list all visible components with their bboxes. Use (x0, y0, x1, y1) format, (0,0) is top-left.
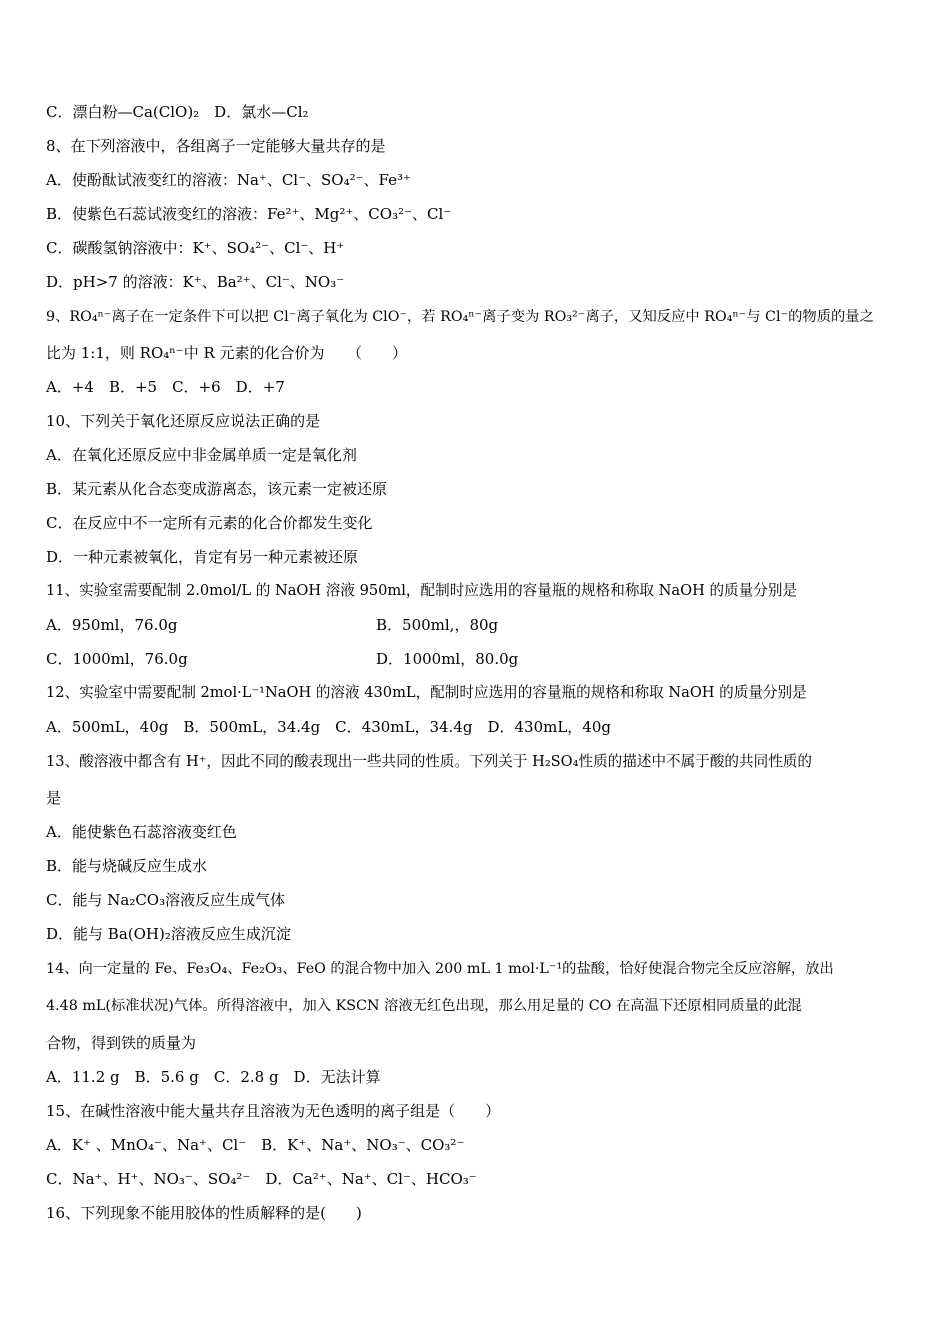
question-13-line-1: 13、酸溶液中都含有 H⁺，因此不同的酸表现出一些共同的性质。下列关于 H₂SO₄性质的描述中不属于酸的共同性质的 (46, 753, 812, 770)
option-line: C．1000ml，76.0g (46, 650, 188, 668)
option-line: D．能与 Ba(OH)₂溶液反应生成沉淀 (46, 925, 291, 943)
option-line: C．Na⁺、H⁺、NO₃⁻、SO₄²⁻ D．Ca²⁺、Na⁺、Cl⁻、HCO₃⁻ (46, 1170, 477, 1188)
question-14-line-3: 合物，得到铁的质量为 (46, 1034, 197, 1052)
option-line: A．950ml，76.0g (46, 616, 178, 634)
option-line: A．+4 B．+5 C．+6 D．+7 (46, 378, 285, 396)
question-10: 10、下列关于氧化还原反应说法正确的是 (46, 412, 321, 430)
option-line: D．一种元素被氧化，肯定有另一种元素被还原 (46, 548, 359, 566)
option-line: C．碳酸氢钠溶液中：K⁺、SO₄²⁻、Cl⁻、H⁺ (46, 239, 345, 257)
question-14-line-2: 4.48 mL(标准状况)气体。所得溶液中，加入 KSCN 溶液无红色出现，那么用足量的 CO 在高温下还原相同质量的此混 (46, 998, 802, 1014)
option-line: B．500ml,，80g (376, 616, 499, 634)
option-line: A．能使紫色石蕊溶液变红色 (46, 823, 237, 841)
option-line: B．使紫色石蕊试液变红的溶液：Fe²⁺、Mg²⁺、CO₃²⁻、Cl⁻ (46, 205, 452, 223)
question-12: 12、实验室中需要配制 2mol·L⁻¹NaOH 的溶液 430mL，配制时应选用的容量瓶的规格和称取 NaOH 的质量分别是 (46, 684, 807, 701)
question-16: 16、下列现象不能用胶体的性质解释的是( ) (46, 1204, 362, 1222)
option-line: A．K⁺ 、MnO₄⁻、Na⁺、Cl⁻ B．K⁺、Na⁺、NO₃⁻、CO₃²⁻ (46, 1136, 465, 1154)
option-line: A．在氧化还原反应中非金属单质一定是氧化剂 (46, 446, 357, 464)
option-line: C．能与 Na₂CO₃溶液反应生成气体 (46, 891, 286, 909)
option-line: A．使酚酞试液变红的溶液：Na⁺、Cl⁻、SO₄²⁻、Fe³⁺ (46, 171, 411, 189)
question-9-line-2: 比为 1:1，则 RO₄ⁿ⁻中 R 元素的化合价为 （ ） (46, 344, 408, 362)
option-line: C．在反应中不一定所有元素的化合价都发生变化 (46, 514, 373, 532)
question-9-line-1: 9、RO₄ⁿ⁻离子在一定条件下可以把 Cl⁻离子氧化为 ClO⁻，若 RO₄ⁿ⁻离子变为 RO₃²⁻离子，又知反应中 RO₄ⁿ⁻与 Cl⁻的物质的量之 (46, 309, 874, 325)
question-14-line-1: 14、向一定量的 Fe、Fe₃O₄、Fe₂O₃、FeO 的混合物中加入 200 mL 1 mol·L⁻¹的盐酸，恰好使混合物完全反应溶解，放出 (46, 961, 834, 977)
question-13-line-2: 是 (46, 789, 62, 807)
question-8: 8、在下列溶液中，各组离子一定能够大量共存的是 (46, 137, 386, 155)
option-line: A．500mL，40g B．500mL，34.4g C．430mL，34.4g D．430mL，40g (46, 718, 611, 736)
option-line: B．某元素从化合态变成游离态，该元素一定被还原 (46, 480, 388, 498)
option-line: D．1000ml，80.0g (376, 650, 519, 668)
option-line: C．漂白粉—Ca(ClO)₂ D．氯水—Cl₂ (46, 103, 309, 121)
question-11: 11、实验室需要配制 2.0mol/L 的 NaOH 溶液 950ml，配制时应选用的容量瓶的规格和称取 NaOH 的质量分别是 (46, 582, 798, 599)
option-line: A．11.2 g B．5.6 g C．2.8 g D．无法计算 (46, 1068, 381, 1086)
option-line: B．能与烧碱反应生成水 (46, 857, 208, 875)
question-15: 15、在碱性溶液中能大量共存且溶液为无色透明的离子组是（ ） (46, 1102, 501, 1120)
option-line: D．pH>7 的溶液：K⁺、Ba²⁺、Cl⁻、NO₃⁻ (46, 273, 345, 291)
